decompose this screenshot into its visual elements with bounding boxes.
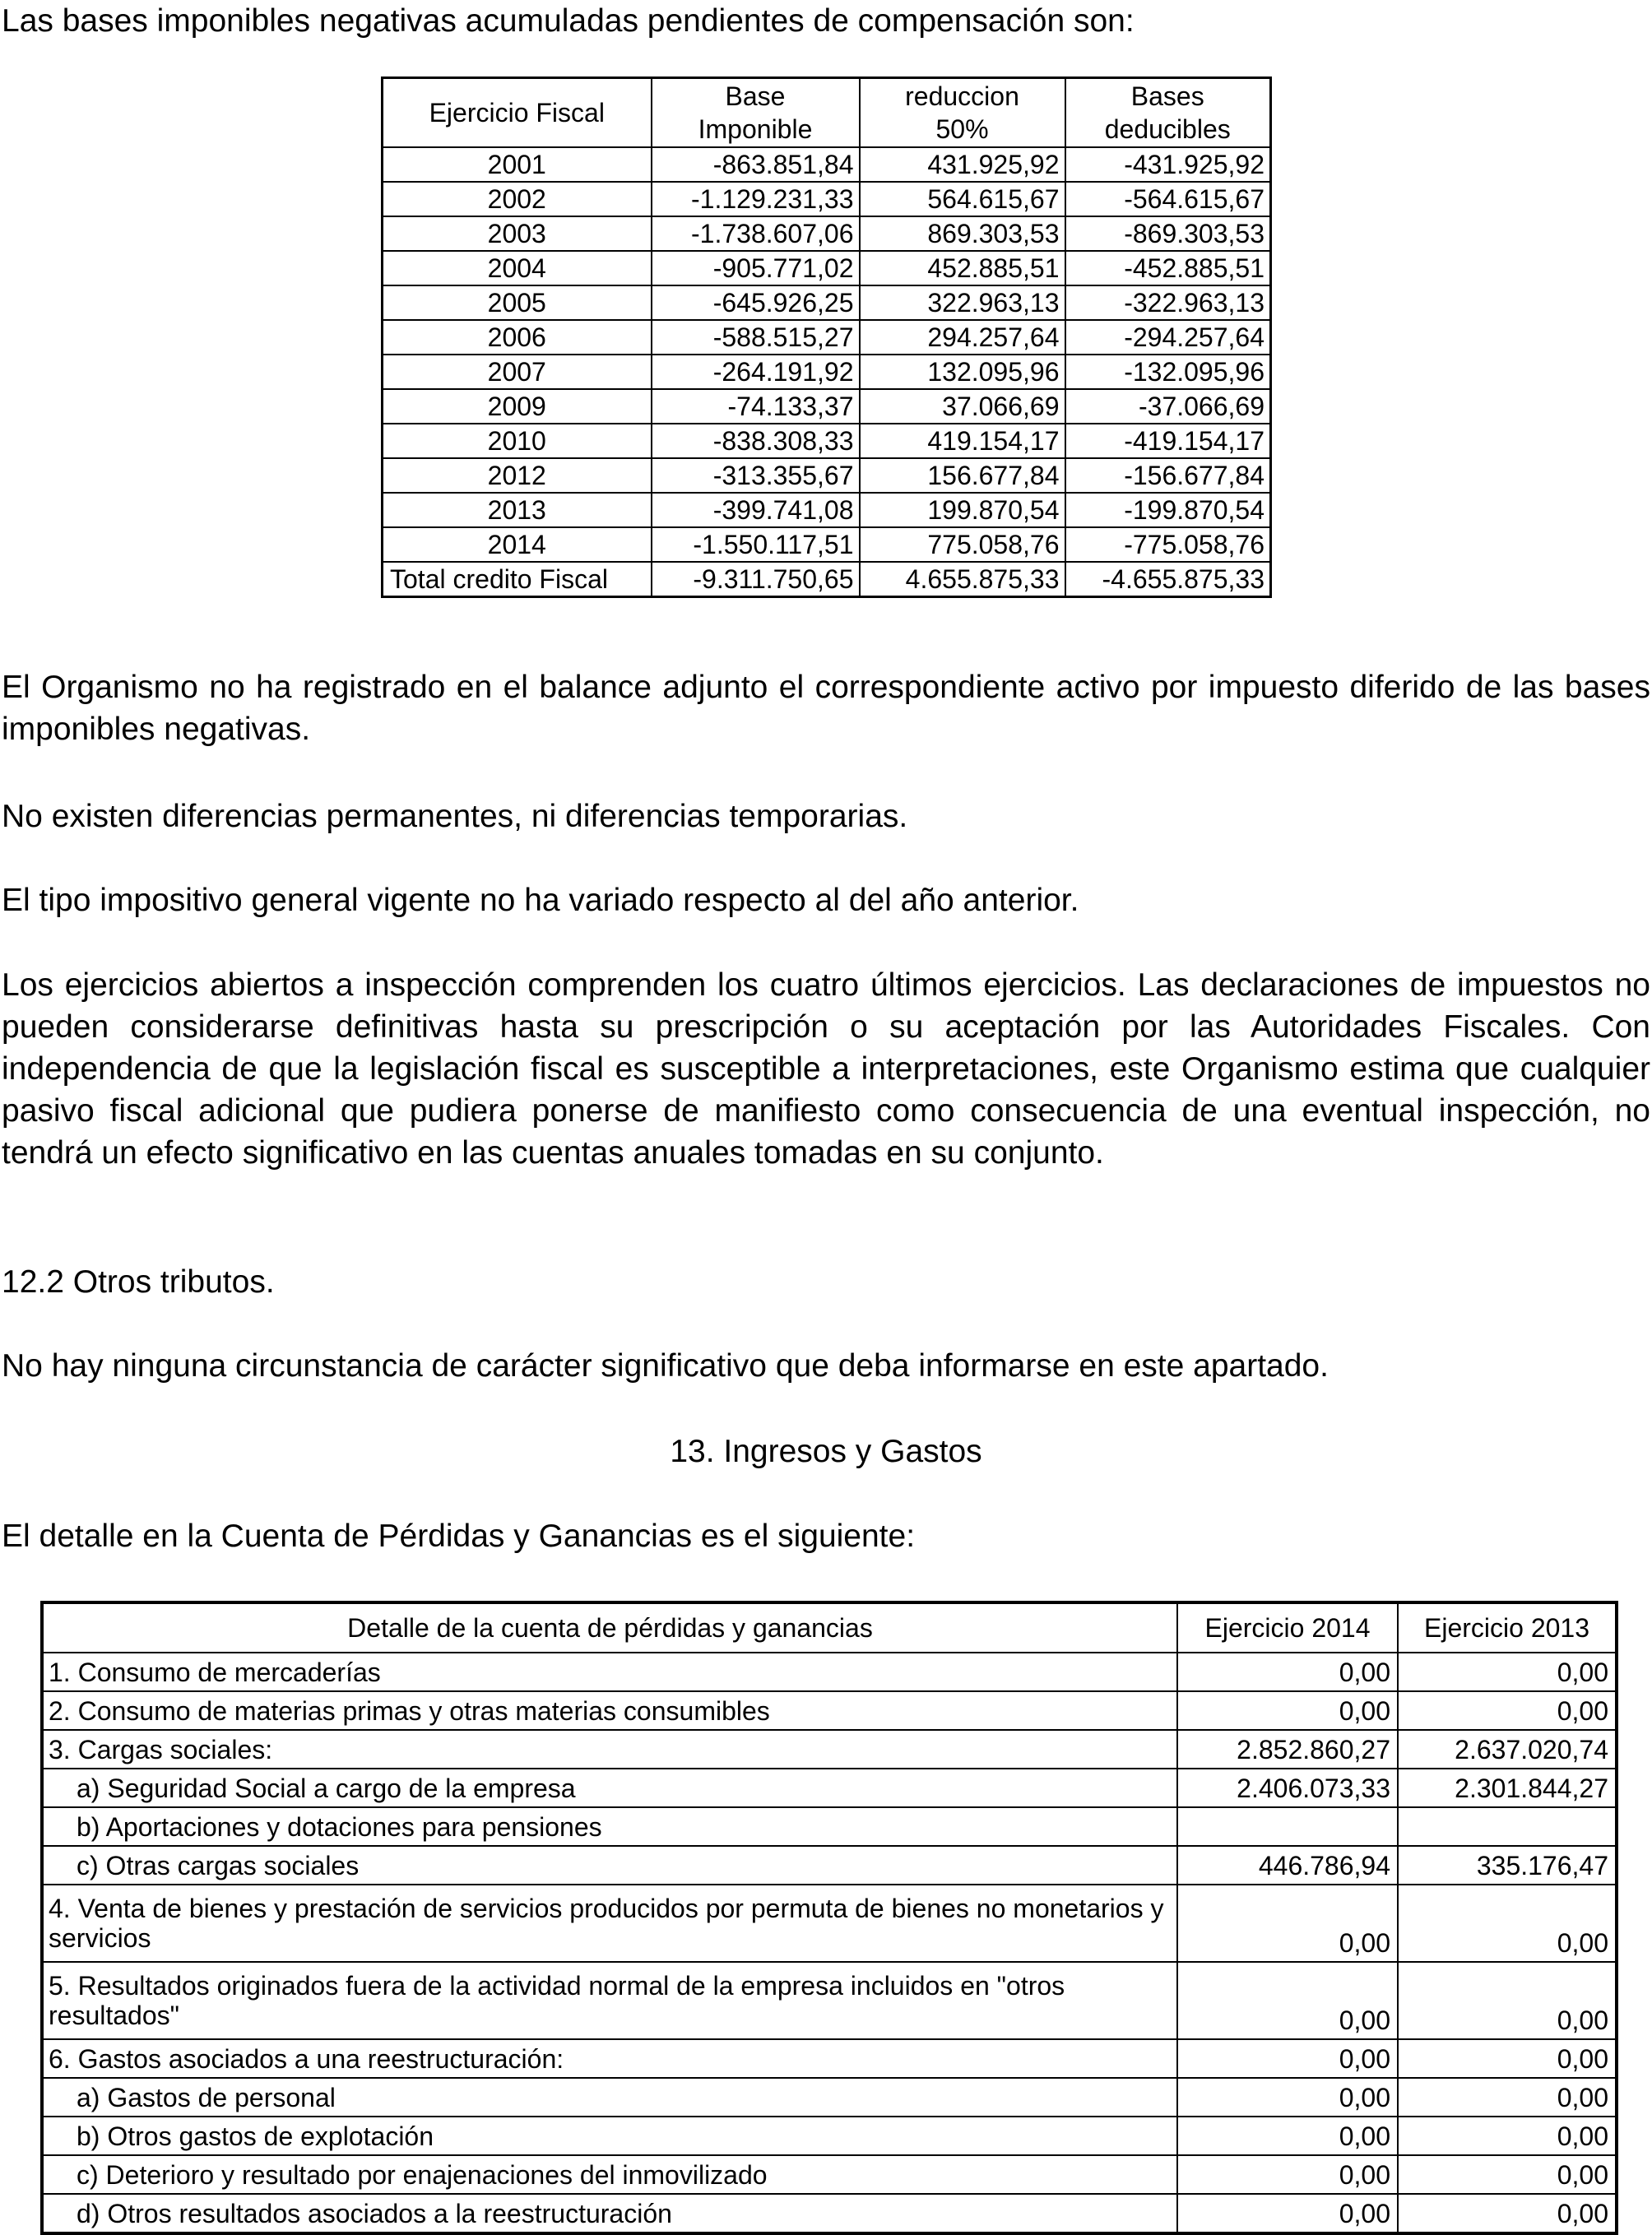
table-row	[383, 493, 1271, 527]
header-ejercicio-2014: Ejercicio 2014	[1177, 1602, 1398, 1653]
value-2013: 335.176,47	[1398, 1846, 1617, 1885]
deductible-cell: -431.925,92	[1065, 147, 1271, 182]
value-2013: 0,00	[1398, 1691, 1617, 1730]
bases-table-header-row	[383, 78, 1271, 148]
value-2013: 0,00	[1398, 2155, 1617, 2194]
bases-imponibles-table	[381, 77, 1272, 598]
year-cell: 2001	[383, 147, 652, 182]
paragraph-detalle: El detalle en la Cuenta de Pérdidas y Ganancias es el siguiente:	[2, 1519, 916, 1554]
deductible-cell: -37.066,69	[1065, 389, 1271, 424]
table-row	[383, 216, 1271, 251]
year-cell: 2009	[383, 389, 652, 424]
value-2013: 0,00	[1398, 2117, 1617, 2155]
table-row	[42, 2078, 1617, 2117]
reduction-cell: 452.885,51	[860, 251, 1065, 285]
reduction-cell: 132.095,96	[860, 355, 1065, 389]
value-2014: 0,00	[1177, 1962, 1398, 2039]
deductible-cell: -452.885,51	[1065, 251, 1271, 285]
year-cell: 2013	[383, 493, 652, 527]
row-label: b) Otros gastos de explotación	[42, 2117, 1177, 2155]
paragraph-inspeccion: Los ejercicios abiertos a inspección comprenden los cuatro últimos ejercicios. Las declaraciones de impuestos no pueden considerarse definitivas hasta su prescripción o su aceptación por las Autoridades Fiscales. Con independencia de que la legislación fiscal es susceptible a interpretaciones, este Organismo estima que cualquier pasivo fiscal adicional que pudiera ponerse de manifiesto como consecuencia de una eventual inspección, no tendrá un efecto significativo en las cuentas anuales tomadas en su conjunto.	[2, 967, 1650, 1171]
table-row	[42, 1769, 1617, 1807]
year-cell: 2002	[383, 182, 652, 216]
reduction-cell: 294.257,64	[860, 320, 1065, 355]
total-row	[383, 562, 1271, 597]
base-cell: -313.355,67	[652, 458, 860, 493]
year-cell: 2012	[383, 458, 652, 493]
table-row	[383, 285, 1271, 320]
row-label: 1. Consumo de mercaderías	[42, 1653, 1177, 1691]
year-cell: 2003	[383, 216, 652, 251]
total-reduction: 4.655.875,33	[860, 562, 1065, 597]
value-2014: 0,00	[1177, 2039, 1398, 2078]
row-label: 3. Cargas sociales:	[42, 1730, 1177, 1769]
paragraph-tipo-impositivo: El tipo impositivo general vigente no ha variado respecto al del año anterior.	[2, 883, 1079, 918]
base-cell: -1.129.231,33	[652, 182, 860, 216]
paragraph-activo-diferido: El Organismo no ha registrado en el balance adjunto el correspondiente activo por impuesto diferido de las bases imponibles negativas.	[2, 670, 1650, 747]
reduction-cell: 775.058,76	[860, 527, 1065, 562]
table-row	[42, 1730, 1617, 1769]
year-cell: 2014	[383, 527, 652, 562]
deductible-cell: -294.257,64	[1065, 320, 1271, 355]
table-row	[42, 2117, 1617, 2155]
row-label: 4. Venta de bienes y prestación de servicios producidos por permuta de bienes no monetarios y servicios	[42, 1885, 1177, 1962]
paragraph-otros-tributos: No hay ninguna circunstancia de carácter significativo que deba informarse en este apartado.	[2, 1348, 1329, 1384]
section-heading-12-2: 12.2 Otros tributos.	[2, 1264, 275, 1300]
deductible-cell: -564.615,67	[1065, 182, 1271, 216]
table-row	[42, 2039, 1617, 2078]
base-cell: -264.191,92	[652, 355, 860, 389]
base-cell: -588.515,27	[652, 320, 860, 355]
value-2013: 0,00	[1398, 2039, 1617, 2078]
row-label: 6. Gastos asociados a una reestructuración:	[42, 2039, 1177, 2078]
value-2014: 0,00	[1177, 1885, 1398, 1962]
value-2014: 0,00	[1177, 2117, 1398, 2155]
value-2014: 0,00	[1177, 1653, 1398, 1691]
table-row	[383, 527, 1271, 562]
value-2013: 2.301.844,27	[1398, 1769, 1617, 1807]
header-ejercicio-fiscal: Ejercicio Fiscal	[383, 78, 652, 148]
reduction-cell: 199.870,54	[860, 493, 1065, 527]
value-2013: 0,00	[1398, 2194, 1617, 2233]
value-2014: 2.406.073,33	[1177, 1769, 1398, 1807]
value-2014: 2.852.860,27	[1177, 1730, 1398, 1769]
value-2013: 0,00	[1398, 2078, 1617, 2117]
table-row	[42, 2194, 1617, 2233]
row-label: d) Otros resultados asociados a la reestructuración	[42, 2194, 1177, 2233]
value-2014: 446.786,94	[1177, 1846, 1398, 1885]
deductible-cell: -199.870,54	[1065, 493, 1271, 527]
table-row	[383, 424, 1271, 458]
value-2013: 0,00	[1398, 1653, 1617, 1691]
table-row	[383, 355, 1271, 389]
row-label: a) Gastos de personal	[42, 2078, 1177, 2117]
deductible-cell: -132.095,96	[1065, 355, 1271, 389]
row-label: a) Seguridad Social a cargo de la empresa	[42, 1769, 1177, 1807]
table-row	[383, 389, 1271, 424]
table-row	[42, 1807, 1617, 1846]
row-label: c) Deterioro y resultado por enajenaciones del inmovilizado	[42, 2155, 1177, 2194]
reduction-cell: 431.925,92	[860, 147, 1065, 182]
year-cell: 2006	[383, 320, 652, 355]
value-2014	[1177, 1807, 1398, 1846]
base-cell: -905.771,02	[652, 251, 860, 285]
row-label: 5. Resultados originados fuera de la actividad normal de la empresa incluidos en "otros resultados"	[42, 1962, 1177, 2039]
value-2014: 0,00	[1177, 2078, 1398, 2117]
table-row	[383, 251, 1271, 285]
base-cell: -74.133,37	[652, 389, 860, 424]
total-label: Total credito Fiscal	[383, 562, 652, 597]
year-cell: 2005	[383, 285, 652, 320]
value-2013: 2.637.020,74	[1398, 1730, 1617, 1769]
reduction-cell: 156.677,84	[860, 458, 1065, 493]
value-2013: 0,00	[1398, 1885, 1617, 1962]
row-label: 2. Consumo de materias primas y otras materias consumibles	[42, 1691, 1177, 1730]
reduction-cell: 869.303,53	[860, 216, 1065, 251]
base-cell: -645.926,25	[652, 285, 860, 320]
header-detalle: Detalle de la cuenta de pérdidas y ganancias	[42, 1602, 1177, 1653]
table-row	[383, 147, 1271, 182]
table-row	[42, 1691, 1617, 1730]
table-row	[42, 1846, 1617, 1885]
table-row	[383, 320, 1271, 355]
table-row	[383, 182, 1271, 216]
section-heading-13: 13. Ingresos y Gastos	[670, 1434, 982, 1469]
table-row	[383, 458, 1271, 493]
base-cell: -838.308,33	[652, 424, 860, 458]
value-2013: 0,00	[1398, 1962, 1617, 2039]
base-cell: -1.738.607,06	[652, 216, 860, 251]
total-deductible: -4.655.875,33	[1065, 562, 1271, 597]
deductible-cell: -869.303,53	[1065, 216, 1271, 251]
header-bases-deducibles: Bases deducibles	[1065, 78, 1271, 148]
paragraph-diferencias: No existen diferencias permanentes, ni diferencias temporarias.	[2, 799, 908, 834]
reduction-cell: 322.963,13	[860, 285, 1065, 320]
value-2014: 0,00	[1177, 1691, 1398, 1730]
pyg-header-row	[42, 1602, 1617, 1653]
year-cell: 2004	[383, 251, 652, 285]
reduction-cell: 37.066,69	[860, 389, 1065, 424]
header-ejercicio-2013: Ejercicio 2013	[1398, 1602, 1617, 1653]
table-row	[42, 1885, 1617, 1962]
year-cell: 2010	[383, 424, 652, 458]
table-row	[42, 2155, 1617, 2194]
deductible-cell: -419.154,17	[1065, 424, 1271, 458]
year-cell: 2007	[383, 355, 652, 389]
intro-text: Las bases imponibles negativas acumuladas pendientes de compensación son:	[2, 3, 1135, 39]
header-base-imponible: Base Imponible	[652, 78, 860, 148]
row-label: c) Otras cargas sociales	[42, 1846, 1177, 1885]
deductible-cell: -775.058,76	[1065, 527, 1271, 562]
reduction-cell: 564.615,67	[860, 182, 1065, 216]
value-2014: 0,00	[1177, 2194, 1398, 2233]
base-cell: -863.851,84	[652, 147, 860, 182]
perdidas-ganancias-table	[40, 1601, 1618, 2235]
deductible-cell: -156.677,84	[1065, 458, 1271, 493]
base-cell: -1.550.117,51	[652, 527, 860, 562]
base-cell: -399.741,08	[652, 493, 860, 527]
reduction-cell: 419.154,17	[860, 424, 1065, 458]
value-2013	[1398, 1807, 1617, 1846]
table-row	[42, 1653, 1617, 1691]
total-base: -9.311.750,65	[652, 562, 860, 597]
value-2014: 0,00	[1177, 2155, 1398, 2194]
header-reduccion: reduccion 50%	[860, 78, 1065, 148]
deductible-cell: -322.963,13	[1065, 285, 1271, 320]
table-row	[42, 1962, 1617, 2039]
row-label: b) Aportaciones y dotaciones para pensiones	[42, 1807, 1177, 1846]
